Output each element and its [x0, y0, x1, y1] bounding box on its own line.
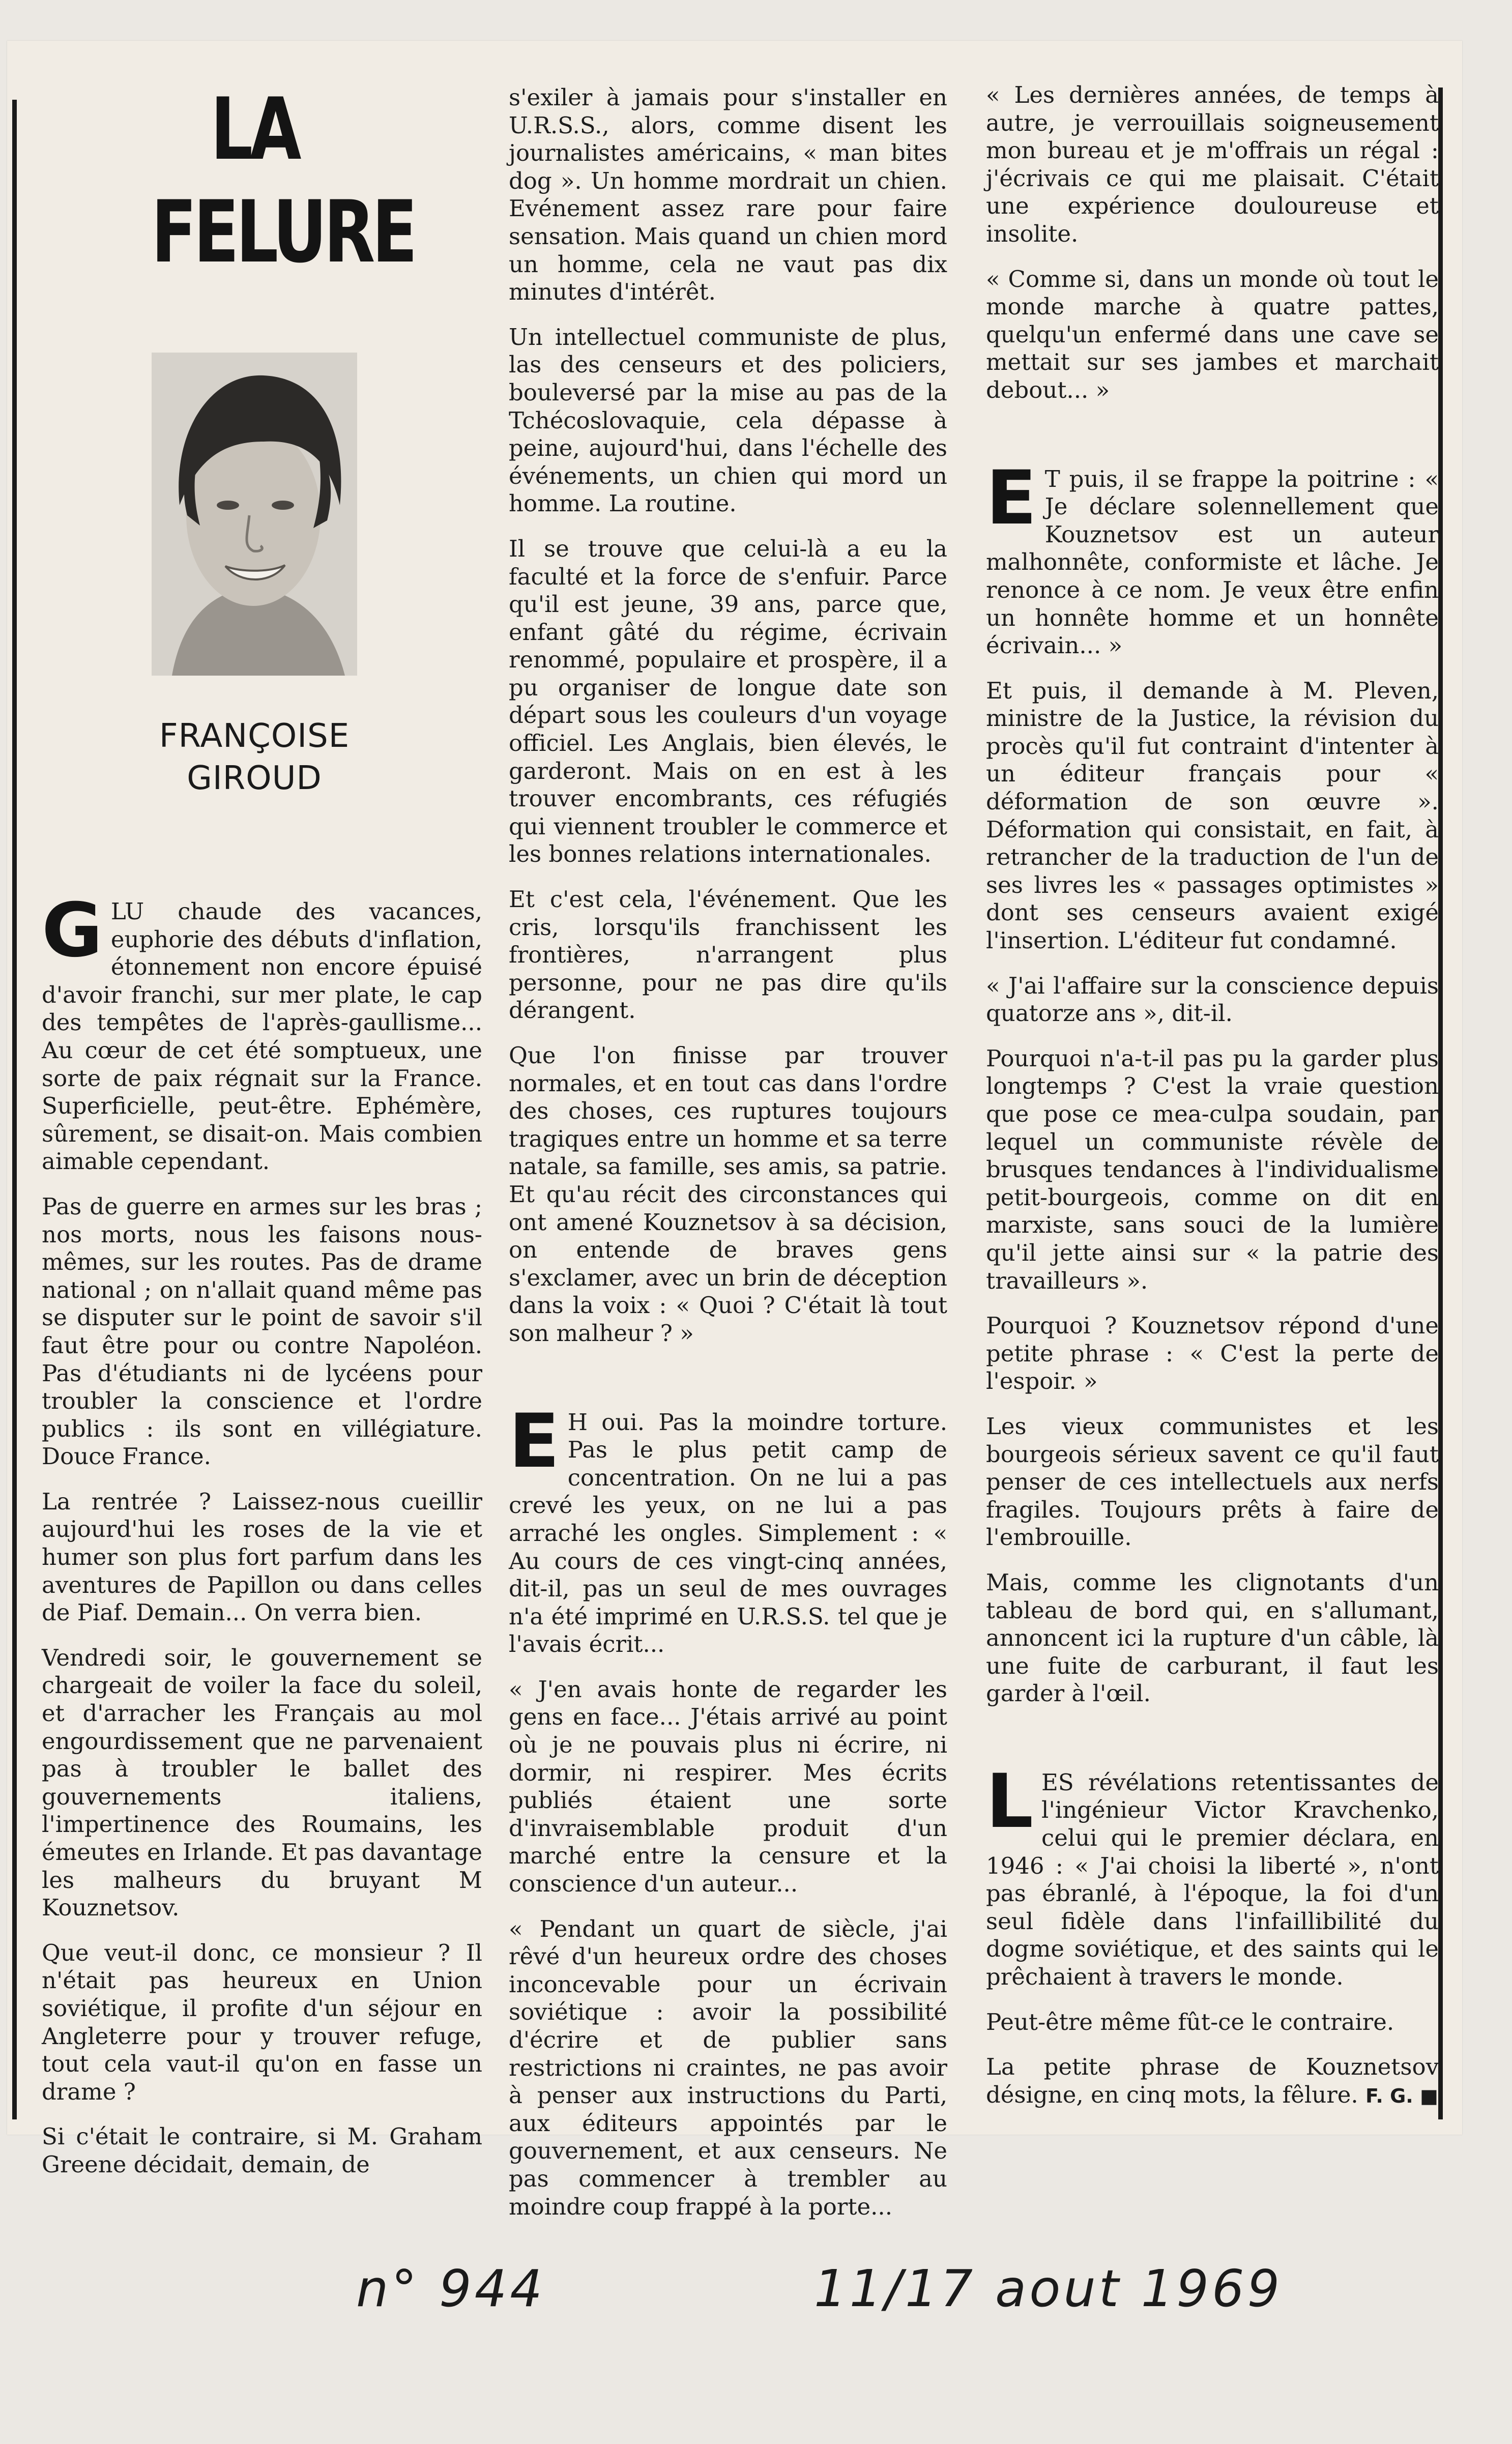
paragraph [986, 2053, 1439, 2110]
paragraph: Que veut-il donc, ce monsieur ? Il n'était pas heureux en Union soviétique, il profite d'un séjour en Angleterre pour y trouver refuge, tout cela vaut-il qu'on en fasse un drame ? [42, 1939, 482, 2105]
drop-cap: E [509, 1398, 560, 1485]
paragraph: Que l'on finisse par trouver normales, et en tout cas dans l'ordre des choses, ces ruptures toujours tragiques entre un homme et sa terre natale, sa famille, ses amis, sa patrie. Et qu'au récit des circonstances qui ont amené Kouznetsov à sa décision, on entende de braves gens s'exclamer, avec un brin de déception dans la voix : « Quoi ? C'était là tout son malheur ? » [509, 1042, 947, 1347]
paragraph: Pourquoi n'a-t-il pas pu la garder plus longtemps ? C'est la vraie question que pose ce mea-culpa soudain, par lequel un communiste révèle de brusques tendances à l'individualisme petit-bourgeois, comme on dit en marxiste, sans souci de la lumière qu'il jette ainsi sur « la patrie des travailleurs ». [986, 1044, 1439, 1294]
drop-cap: E [986, 454, 1037, 541]
author-signature: F. G. ■ [1365, 2084, 1438, 2107]
paragraph [986, 454, 1439, 660]
handwritten-date: 11/17 aout 1969 [814, 2259, 1283, 2318]
paragraph: Les vieux communistes et les bourgeois sérieux savent ce qu'il faut penser de ces intellectuels aux nerfs fragiles. Toujours prêts à faire de l'embrouille. [986, 1412, 1439, 1551]
portrait-illustration [152, 353, 357, 676]
paragraph [986, 1758, 1439, 1991]
paragraph: Vendredi soir, le gouvernement se chargeait de voiler la face du soleil, et d'arracher les Français au mol engourdissement que ne parvenaient pas à troubler le ballet des gouvernements italiens, l'impertinence des Roumains, les émeutes en Irlande. Et pas davantage les malheurs du bruyant M Kouznetsov. [42, 1644, 482, 1922]
paragraph: La rentrée ? Laissez-nous cueillir aujourd'hui les roses de la vie et humer son plus fort parfum dans les aventures de Papillon ou dans celles de Piaf. Demain... On verra bien. [42, 1488, 482, 1626]
article-column-2 [509, 84, 947, 2221]
paragraph: Mais, comme les clignotants d'un tableau de bord qui, en s'allumant, annoncent ici la rupture d'un câble, là une fuite de carburant, il faut les garder à l'œil. [986, 1568, 1439, 1707]
paragraph [42, 887, 482, 1176]
article-title-line1: LA [210, 79, 299, 179]
paragraph: « Comme si, dans un monde où tout le monde marche à quatre pattes, quelqu'un enfermé dans une cave se mettait sur ses jambes et marchait debout... » [986, 265, 1439, 403]
drop-cap: G [42, 887, 103, 974]
article-column-3 [986, 81, 1439, 2110]
paragraph: Peut-être même fût-ce le contraire. [986, 2008, 1394, 2035]
paragraph: Pourquoi ? Kouznetsov répond d'une petite phrase : « C'est la perte de l'espoir. » [986, 1312, 1439, 1395]
paragraph: Et c'est cela, l'événement. Que les cris, lorsqu'ils franchissent les frontières, n'arrangent plus personne, pour ne pas dire qu'ils dérangent. [509, 886, 947, 1024]
paragraph: Un intellectuel communiste de plus, las des censeurs et des policiers, bouleversé par la mise au pas de la Tchécoslovaquie, cela dépasse à peine, aujourd'hui, dans l'échelle des événements, un chien qui mord un homme. La routine. [509, 323, 947, 517]
author-last-name: GIROUD [187, 760, 322, 797]
paragraph-text: La petite phrase de Kouznetsov désigne, en cinq mots, la fêlure. [986, 2053, 1439, 2108]
paragraph: « J'ai l'affaire sur la conscience depuis quatorze ans », dit-il. [986, 972, 1439, 1027]
right-column-rule [1438, 88, 1443, 2119]
paragraph: Si c'était le contraire, si M. Graham Greene décidait, demain, de [42, 2123, 482, 2178]
paragraph-text: ES révélations retentissantes de l'ingénieur Victor Kravchenko, celui qui le premier déclara, en 1946 : « J'ai choisi la liberté », n'ont pas ébranlé, à l'époque, la foi d'un seul fidèle dans l'infaillibilité du dogme soviétique, et des saints qui le prêchaient à travers le monde. [986, 1768, 1439, 1991]
author-first-name: FRANÇOISE [159, 717, 350, 755]
article-column-1 [42, 887, 482, 2179]
paragraph: Il se trouve que celui-là a eu la faculté et la force de s'enfuir. Parce qu'il est jeune, 39 ans, parce que, enfant gâté du régime, écrivain renommé, populaire et prospère, il a pu organiser de longue date son départ sous les couleurs d'un voyage officiel. Les Anglais, bien élevés, le garderont. Mais on en est à les trouver encombrants, ces réfugiés qui viennent troubler le commerce et les bonnes relations internationales. [509, 535, 947, 868]
paragraph: Et puis, il demande à M. Pleven, ministre de la Justice, la révision du procès qu'il fut contraint d'intenter à un éditeur français pour « déformation de son œuvre ». Déformation qui consistait, en fait, à retrancher de la traduction de l'un de ses livres les « passages optimistes » dont ses censeurs avaient exigé l'insertion. L'éditeur fut condamné. [986, 677, 1439, 954]
drop-cap: L [986, 1758, 1034, 1845]
paragraph [509, 1398, 947, 1659]
author-portrait-photo [152, 353, 357, 676]
paragraph: « Les dernières années, de temps à autre, je verrouillais soigneusement mon bureau et je m'offrais un régal : j'écrivais ce qui me plaisait. C'était une expérience douloureuse et insolite. [986, 81, 1439, 247]
paragraph-text: H oui. Pas la moindre torture. Pas le plus petit camp de concentration. On ne lui a pas crevé les yeux, on ne lui a pas arraché les ongles. Simplement : « Au cours de ces vingt-cinq années, dit-il, pas un seul de mes ouvrages n'a été imprimé en U.R.S.S. tel que je l'avais écrit... [509, 1408, 947, 1658]
paragraph: « Pendant un quart de siècle, j'ai rêvé d'un heureux ordre des choses inconcevable pour un écrivain soviétique : avoir la possibilité d'écrire et de publier sans restrictions ni craintes, ne pas avoir à penser aux instructions du Parti, aux éditeurs appointés par le gouvernement, et aux censeurs. Ne pas commencer à trembler au moindre coup frappé à la porte... [509, 1915, 947, 2220]
article-title-line2: FELURE [151, 182, 415, 282]
paragraph: « J'en avais honte de regarder les gens en face... J'étais arrivé au point où je ne pouvais plus ni écrire, ni dormir, ni respirer. Mes écrits publiés étaient une sorte d'invraisemblable produit d'un marché entre la censure et la conscience d'un auteur... [509, 1675, 947, 1898]
handwritten-issue-number: n° 944 [356, 2259, 546, 2318]
paragraph-text: T puis, il se frappe la poitrine : « Je déclare solennellement que Kouznetsov est un auteur malhonnête, conformiste et lâche. Je renonce à ce nom. Je veux être enfin un honnête homme et un honnête écrivain... » [986, 465, 1439, 659]
paragraph: Pas de guerre en armes sur les bras ; nos morts, nous les faisons nous-mêmes, sur les routes. Pas de drame national ; on n'allait quand même pas se disputer sur le point de savoir s'il faut être pour ou contre Napoléon. Pas d'étudiants ni de lycéens pour troubler la conscience et l'ordre publics : ils sont en villégiature. Douce France. [42, 1192, 482, 1470]
left-column-rule [12, 100, 17, 2119]
paragraph-text: LU chaude des vacances, euphorie des débuts d'inflation, étonnement non encore épuisé d'avoir franchi, sur mer plate, le cap des tempêtes de l'après-gaullisme... Au cœur de cet été somptueux, une sorte de paix régnait sur la France. Superficielle, peut-être. Ephémère, sûrement, se disait-on. Mais combien aimable cependant. [42, 898, 482, 1175]
paragraph: s'exiler à jamais pour s'installer en U.R.S.S., alors, comme disent les journalistes américains, « man bites dog ». Un homme mordrait un chien. Evénement assez rare pour faire sensation. Mais quand un chien mord un homme, cela ne vaut pas dix minutes d'intérêt. [509, 84, 947, 306]
